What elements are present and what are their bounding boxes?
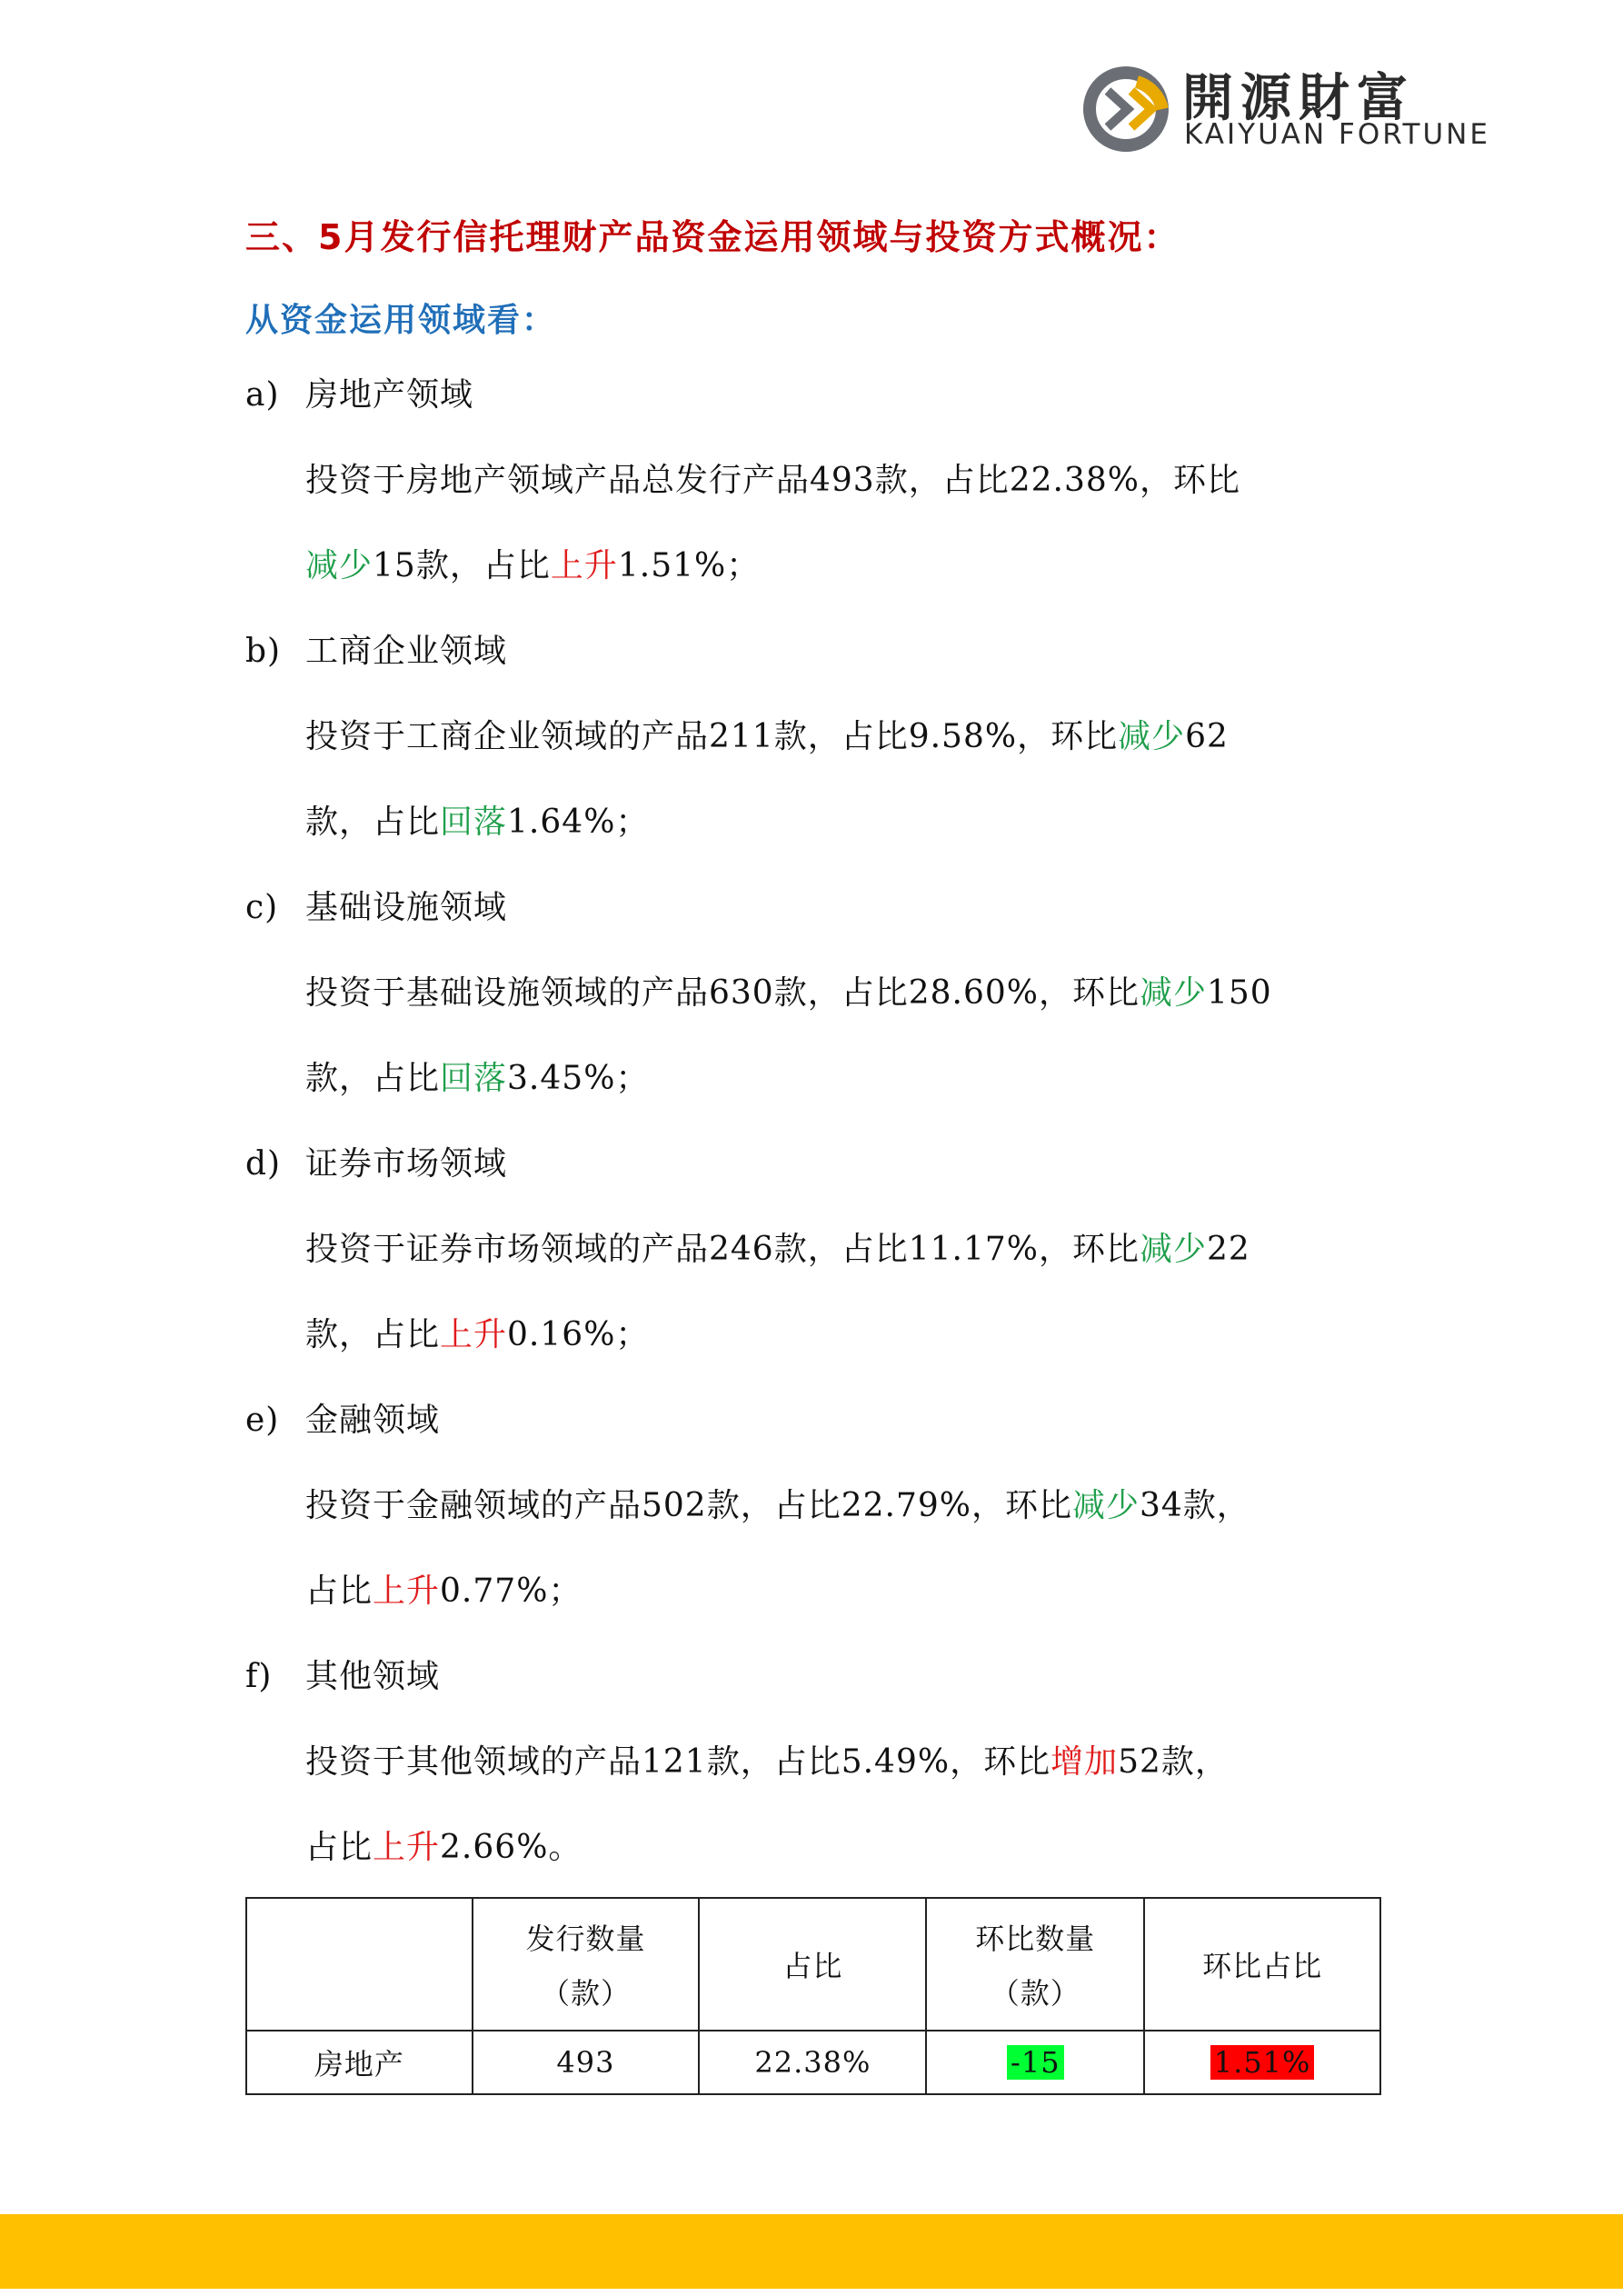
body-text: 62: [1185, 718, 1229, 755]
body-text: 占比: [305, 1572, 373, 1610]
list-item-heading: [245, 609, 1381, 694]
body-text: 0.77%；: [440, 1572, 582, 1610]
logo-english-name: KAIYUAN FORTUNE: [1184, 118, 1490, 151]
increase-text: 上升: [373, 1829, 441, 1866]
list-item-paragraph: [245, 1463, 1381, 1634]
table-header-mom-share: 环比占比: [1144, 1898, 1380, 2031]
list-item-heading: [245, 1122, 1381, 1207]
increase-text: 上升: [373, 1572, 441, 1610]
mom-count-highlight: -15: [1007, 2045, 1064, 2080]
body-text: 占比: [305, 1829, 373, 1866]
table-cell-name: 房地产: [246, 2031, 473, 2094]
list-item-title: 基础设施领域: [305, 889, 508, 926]
list-item-marker: d): [245, 1145, 282, 1183]
body-text: 1.64%；: [507, 804, 650, 841]
domain-list: [245, 353, 1381, 1891]
body-text: 1.51%；: [617, 547, 761, 584]
body-text: 15款，占比: [373, 547, 551, 584]
body-text: 投资于证券市场领域的产品246款，占比11.17%，环比: [305, 1231, 1140, 1268]
list-item-marker: f): [245, 1658, 273, 1695]
body-text: 投资于工商企业领域的产品211款，占比9.58%，环比: [305, 718, 1119, 755]
table-header-count-line2: （款）: [540, 1976, 631, 2011]
body-text: 150: [1207, 974, 1272, 1012]
list-item-paragraph: [245, 438, 1381, 609]
list-item-heading: [245, 353, 1381, 438]
body-text: 2.66%。: [440, 1829, 582, 1866]
body-text: 款，占比: [305, 1060, 441, 1097]
table-header-empty: [246, 1898, 473, 2031]
paragraph-line: [305, 1293, 1381, 1378]
table-header-count: [473, 1898, 700, 2031]
body-text: 款，占比: [305, 1316, 441, 1353]
table-header-share: 占比: [699, 1898, 926, 2031]
paragraph-line: [305, 951, 1381, 1036]
paragraph-line: [305, 1036, 1381, 1122]
decrease-text: 回落: [440, 1060, 508, 1097]
list-item-title: 工商企业领域: [305, 633, 508, 670]
table-header-count-line1: 发行数量: [525, 1922, 646, 1956]
paragraph-line: [305, 1720, 1381, 1805]
list-item-marker: c): [245, 889, 279, 926]
paragraph-line: [305, 1463, 1381, 1549]
document-body: [245, 207, 1381, 1891]
table-cell-mom-share: [1144, 2031, 1380, 2094]
mom-share-highlight: 1.51%: [1210, 2045, 1315, 2080]
list-item-heading: [245, 1634, 1381, 1720]
decrease-text: 减少: [1139, 974, 1207, 1012]
body-text: 34款，: [1140, 1487, 1250, 1524]
company-logo: [1075, 56, 1493, 156]
list-item-title: 金融领域: [305, 1402, 441, 1439]
summary-table: [245, 1897, 1381, 2095]
footer-bar: [0, 2214, 1623, 2289]
body-text: 3.45%；: [507, 1060, 650, 1097]
decrease-text: 减少: [1139, 1231, 1207, 1268]
paragraph-line: [305, 1549, 1381, 1634]
body-text: 0.16%；: [507, 1316, 650, 1353]
list-item-paragraph: [245, 694, 1381, 865]
decrease-text: 减少: [1118, 718, 1186, 755]
table-cell-count: 493: [473, 2031, 700, 2094]
increase-text: 增加: [1050, 1743, 1119, 1781]
decrease-text: 减少: [305, 547, 373, 584]
table-header-row: [246, 1898, 1380, 2031]
paragraph-line: [305, 694, 1381, 780]
table-cell-share: 22.38%: [699, 2031, 926, 2094]
subsection-title: 从资金运用领域看：: [245, 302, 557, 339]
paragraph-line: [305, 1207, 1381, 1293]
table-cell-mom-count: [926, 2031, 1144, 2094]
increase-text: 上升: [550, 547, 618, 584]
list-item-marker: a): [245, 376, 280, 414]
table-header-mom-count-line2: （款）: [990, 1976, 1080, 2011]
list-item-paragraph: [245, 951, 1381, 1122]
body-text: 投资于金融领域的产品502款，占比22.79%，环比: [305, 1487, 1072, 1524]
paragraph-line: [305, 1805, 1381, 1891]
list-item-title: 证券市场领域: [305, 1145, 508, 1183]
increase-text: 上升: [440, 1316, 508, 1353]
body-text: 52款，: [1118, 1743, 1229, 1781]
logo-chinese-name: 開源財富: [1182, 69, 1415, 128]
body-text: 投资于房地产领域产品总发行产品493款，占比22.38%，环比: [305, 462, 1240, 499]
table-header-mom-count: [926, 1898, 1144, 2031]
paragraph-line: [305, 524, 1381, 609]
body-text: 投资于其他领域的产品121款，占比5.49%，环比: [305, 1743, 1051, 1781]
list-item-paragraph: [245, 1720, 1381, 1891]
list-item-title: 其他领域: [305, 1658, 441, 1695]
list-item-paragraph: [245, 1207, 1381, 1378]
table-row: [246, 2031, 1380, 2094]
kaiyuan-logo-icon: [1080, 64, 1171, 155]
list-item-heading: [245, 1378, 1381, 1463]
table-header-mom-count-line1: 环比数量: [975, 1922, 1096, 1956]
decrease-text: 回落: [440, 804, 508, 841]
body-text: 款，占比: [305, 804, 441, 841]
section-title: 三、5月发行信托理财产品资金运用领域与投资方式概况：: [245, 217, 1180, 257]
list-item-heading: [245, 865, 1381, 951]
list-item-marker: e): [245, 1402, 280, 1439]
paragraph-line: [305, 780, 1381, 865]
body-text: 22: [1207, 1231, 1250, 1268]
list-item-title: 房地产领域: [305, 376, 474, 414]
body-text: 投资于基础设施领域的产品630款，占比28.60%，环比: [305, 974, 1140, 1012]
decrease-text: 减少: [1071, 1487, 1140, 1524]
paragraph-line: [305, 438, 1381, 524]
list-item-marker: b): [245, 633, 282, 670]
